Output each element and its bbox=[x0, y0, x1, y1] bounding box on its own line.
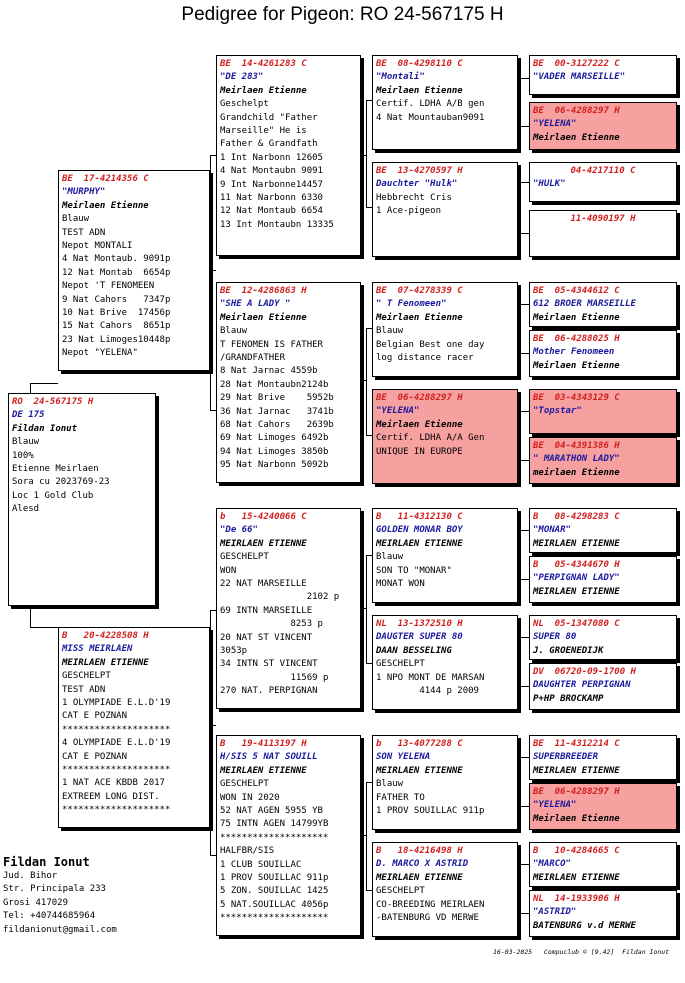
pedigree-detail: Nepot "YELENA" bbox=[62, 348, 138, 359]
connector-line bbox=[518, 460, 529, 461]
pedigree-card-sire-dam[interactable] bbox=[216, 282, 361, 483]
owner-phone: Tel: +40744685964 bbox=[3, 911, 96, 922]
ring-number: BE 06-4288025 H bbox=[533, 334, 620, 344]
pedigree-detail: GESCHELPT bbox=[376, 659, 425, 670]
breeder-name: Meirlaen Etienne bbox=[62, 200, 149, 211]
pedigree-detail: Blauw bbox=[62, 214, 90, 225]
pedigree-detail: 1 NPO MONT DE MARSAN bbox=[376, 672, 485, 683]
pigeon-name: " MARATHON LADY" bbox=[533, 454, 620, 465]
ring-number: BE 00-3127222 C bbox=[533, 59, 620, 69]
pedigree-detail: FATHER TO bbox=[376, 792, 425, 803]
pedigree-detail: 3053p bbox=[220, 646, 248, 657]
ring-number: BE 06-4288297 H bbox=[376, 393, 463, 403]
pigeon-name: "HULK" bbox=[533, 179, 566, 190]
pedigree-detail: GESCHELPT bbox=[220, 779, 269, 790]
ring-number: B 08-4298283 C bbox=[533, 512, 620, 522]
breeder-name: J. GROENEDIJK bbox=[533, 645, 604, 656]
pedigree-card-g8[interactable] bbox=[529, 437, 677, 484]
breeder-name: MEIRLAEN ETIENNE bbox=[376, 538, 463, 549]
connector-line bbox=[518, 530, 529, 531]
owner-line: Jud. Bihor bbox=[3, 871, 58, 881]
pedigree-detail: 69 INTN MARSEILLE bbox=[220, 605, 313, 616]
breeder-name: MEIRLAEN ETIENNE bbox=[376, 872, 463, 883]
connector-line bbox=[518, 686, 529, 687]
ring-number: BE 07-4278339 C bbox=[376, 286, 463, 296]
pedigree-card-sss[interactable] bbox=[372, 55, 518, 150]
pedigree-detail: 12 Nat Montab 6654p bbox=[62, 267, 171, 278]
pigeon-name: GOLDEN MONAR BOY bbox=[376, 525, 463, 536]
connector-line bbox=[518, 353, 529, 354]
owner-name: Fildan Ionut bbox=[3, 855, 90, 869]
breeder-name: MEIRLAEN ETIENNE bbox=[376, 765, 463, 776]
pedigree-detail: Certif. LDHA A/A Gen bbox=[376, 433, 485, 444]
ring-number: B 19-4113197 H bbox=[220, 739, 307, 749]
breeder-name: MEIRLAEN ETIENNE bbox=[62, 657, 149, 668]
pedigree-detail: 4 Nat Montaub. 9091p bbox=[62, 254, 171, 265]
connector-line bbox=[518, 806, 529, 807]
pedigree-card-dam-sire[interactable] bbox=[216, 508, 361, 709]
pigeon-name: MISS MEIRLAEN bbox=[62, 644, 133, 655]
pedigree-detail: 1 PROV SOUILLAC 911p bbox=[376, 806, 485, 817]
owner-email: fildanionut@gmail.com bbox=[3, 924, 117, 935]
pedigree-detail: Father & Grandfath bbox=[220, 139, 318, 150]
pedigree-card-g5[interactable] bbox=[529, 282, 677, 327]
pigeon-name: SUPER 80 bbox=[533, 632, 577, 643]
connector-line bbox=[518, 182, 529, 183]
pedigree-detail: 11569 p bbox=[220, 672, 329, 683]
pedigree-detail: Nepot 'T FENOMEEN bbox=[62, 281, 155, 292]
connector-line bbox=[30, 627, 58, 628]
pedigree-card-g9[interactable] bbox=[529, 508, 677, 553]
pedigree-card-g6[interactable] bbox=[529, 330, 677, 377]
pigeon-name: "ASTRID" bbox=[533, 907, 577, 918]
pedigree-detail: Sora cu 2023769-23 bbox=[12, 477, 110, 488]
breeder-name: Meirlaen Etienne bbox=[533, 132, 620, 143]
pedigree-detail: ******************** bbox=[220, 832, 329, 843]
connector-line bbox=[518, 579, 529, 580]
connector-line bbox=[518, 864, 529, 865]
pedigree-detail: CAT E POZNAN bbox=[62, 751, 128, 762]
pedigree-card-g11[interactable] bbox=[529, 615, 677, 660]
pigeon-name: "DE 283" bbox=[220, 72, 264, 83]
pedigree-detail: 4 Nat Montaubn 9091 bbox=[220, 166, 323, 177]
pedigree-detail: Alesd bbox=[12, 504, 40, 515]
breeder-name: Meirlaen Etienne bbox=[220, 312, 307, 323]
pedigree-detail: GESCHELPT bbox=[376, 886, 425, 897]
pedigree-detail: 29 Nat Brive 5952b bbox=[220, 393, 334, 404]
breeder-name: Meirlaen Etienne bbox=[533, 813, 620, 824]
pedigree-detail: Grandchild "Father bbox=[220, 112, 318, 123]
owner-line: Grosi 417029 bbox=[3, 897, 69, 908]
pedigree-card-g12[interactable] bbox=[529, 663, 677, 710]
breeder-name: Meirlaen Etienne bbox=[376, 419, 463, 430]
pedigree-detail: -BATENBURG VD MERWE bbox=[376, 913, 479, 924]
ring-number: BE 13-4270597 H bbox=[376, 166, 463, 176]
pedigree-card-sds[interactable] bbox=[372, 282, 518, 377]
pigeon-name: "MARCO" bbox=[533, 859, 571, 870]
pigeon-name: DAUGTER SUPER 80 bbox=[376, 632, 463, 643]
ring-number: NL 05-1347080 C bbox=[533, 619, 620, 629]
ring-number: BE 08-4298110 C bbox=[376, 59, 463, 69]
connector-line bbox=[366, 100, 367, 207]
breeder-name: P+HP BROCKAMP bbox=[533, 693, 604, 704]
ring-number: NL 14-1933906 H bbox=[533, 894, 620, 904]
pedigree-card-g13[interactable] bbox=[529, 735, 677, 780]
pedigree-detail: ******************** bbox=[62, 765, 171, 776]
pedigree-detail: 8 Nat Jarnac 4559b bbox=[220, 366, 318, 377]
pedigree-detail: 15 Nat Cahors 8651p bbox=[62, 321, 171, 332]
ring-number: BE 05-4344612 C bbox=[533, 286, 620, 296]
pigeon-name: DE 175 bbox=[12, 410, 45, 421]
ring-number: B 10-4284665 C bbox=[533, 846, 620, 856]
pedigree-card-dsd[interactable] bbox=[372, 615, 518, 710]
pigeon-name: "YELENA" bbox=[533, 800, 577, 811]
pedigree-card-g14[interactable] bbox=[529, 783, 677, 830]
ring-number: B 11-4312130 C bbox=[376, 512, 463, 522]
pigeon-name: Mother Fenomeen bbox=[533, 347, 615, 358]
connector-line bbox=[518, 126, 529, 127]
connector-line bbox=[518, 304, 529, 305]
pigeon-name: Dauchter "Hulk" bbox=[376, 179, 458, 190]
pedigree-detail: 4 OLYMPIADE E.L.D'19 bbox=[62, 738, 171, 749]
pedigree-detail: 5 NAT.SOUILLAC 4056p bbox=[220, 899, 329, 910]
ring-number: 11-4090197 H bbox=[570, 214, 636, 224]
breeder-name: DAAN BESSELING bbox=[376, 645, 452, 656]
pedigree-card-g4[interactable] bbox=[529, 210, 677, 257]
breeder-name: Meirlaen Etienne bbox=[220, 85, 307, 96]
connector-line bbox=[210, 155, 211, 410]
connector-line bbox=[518, 757, 529, 758]
pedigree-detail: EXTREEM LONG DIST. bbox=[62, 791, 160, 802]
breeder-name: Meirlaen Etienne bbox=[533, 312, 620, 323]
pigeon-name: "PERPIGNAN LADY" bbox=[533, 573, 620, 584]
ring-number: BE 11-4312214 C bbox=[533, 739, 620, 749]
pedigree-card-dam-dam[interactable] bbox=[216, 735, 361, 936]
pedigree-detail: 100% bbox=[12, 450, 34, 461]
ring-number: b 13-4077288 C bbox=[376, 739, 463, 749]
pedigree-detail: 36 Nat Jarnac 3741b bbox=[220, 406, 334, 417]
pedigree-detail: HALFBR/SIS bbox=[220, 846, 275, 857]
pedigree-detail: 4 Nat Mountauban9091 bbox=[376, 112, 485, 123]
ring-number: B 05-4344670 H bbox=[533, 560, 620, 570]
pedigree-detail: 52 NAT AGEN 5955 YB bbox=[220, 806, 323, 817]
pedigree-card-sdd[interactable] bbox=[372, 389, 518, 484]
pedigree-detail: 75 INTN AGEN 14799YB bbox=[220, 819, 329, 830]
pedigree-detail: Etienne Meirlaen bbox=[12, 464, 99, 475]
pedigree-detail: 23 Nat Limoges10448p bbox=[62, 334, 171, 345]
ring-number: B 20-4228508 H bbox=[62, 631, 149, 641]
pedigree-detail: 1 Int Narbonn 12605 bbox=[220, 152, 323, 163]
pedigree-detail: 20 NAT ST VINCENT bbox=[220, 632, 313, 643]
pigeon-name: "MONAR" bbox=[533, 525, 571, 536]
pedigree-detail: 69 Nat Limoges 6492b bbox=[220, 433, 329, 444]
pedigree-card-sire-sire[interactable] bbox=[216, 55, 361, 256]
page-title: Pedigree for Pigeon: RO 24-567175 H bbox=[181, 4, 504, 25]
pedigree-detail: Blauw bbox=[12, 437, 40, 448]
pigeon-name: " T Fenomeen" bbox=[376, 299, 447, 310]
pedigree-detail: 11 Nat Narbonn 6330 bbox=[220, 193, 323, 204]
pedigree-detail: GESCHELPT bbox=[220, 552, 269, 563]
pedigree-detail: 10 Nat Brive 17456p bbox=[62, 308, 171, 319]
connector-line bbox=[518, 637, 529, 638]
ring-number: BE 14-4261283 C bbox=[220, 59, 307, 69]
connector-line bbox=[366, 782, 367, 890]
pedigree-card-g3[interactable] bbox=[529, 162, 677, 202]
connector-line bbox=[366, 328, 367, 435]
pedigree-detail: WON bbox=[220, 565, 237, 576]
breeder-name: MEIRLAEN ETIENNE bbox=[533, 872, 620, 883]
breeder-name: MEIRLAEN ETIENNE bbox=[533, 538, 620, 549]
ring-number: BE 06-4288297 H bbox=[533, 787, 620, 797]
pigeon-name: SUPERBREEDER bbox=[533, 752, 599, 763]
breeder-name: MEIRLAEN ETIENNE bbox=[220, 765, 307, 776]
ring-number: BE 12-4286863 H bbox=[220, 286, 307, 296]
pedigree-detail: 8253 p bbox=[220, 619, 323, 630]
pedigree-detail: Hebbrecht Cris bbox=[376, 192, 452, 203]
pedigree-detail: 1 NAT ACE KBDB 2017 bbox=[62, 778, 165, 789]
pedigree-detail: Blauw bbox=[220, 326, 248, 337]
pedigree-detail: UNIQUE IN EUROPE bbox=[376, 446, 463, 457]
pigeon-name: "VADER MARSEILLE" bbox=[533, 72, 626, 83]
breeder-name: Fildan Ionut bbox=[12, 423, 78, 434]
pedigree-detail: 94 Nat Limoges 3850b bbox=[220, 446, 329, 457]
pedigree-detail: 34 INTN ST VINCENT bbox=[220, 659, 318, 670]
pedigree-detail: 9 Int Narbonne14457 bbox=[220, 179, 323, 190]
pedigree-detail: /GRANDFATHER bbox=[220, 353, 286, 364]
breeder-name: BATENBURG v.d MERWE bbox=[533, 920, 636, 931]
breeder-name: Meirlaen Etienne bbox=[376, 312, 463, 323]
pedigree-card-dam[interactable] bbox=[58, 627, 210, 828]
pigeon-name: "Topstar" bbox=[533, 406, 582, 417]
pigeon-name: "De 66" bbox=[220, 525, 258, 536]
pedigree-detail: MONAT WON bbox=[376, 579, 425, 590]
pedigree-detail: Geschelpt bbox=[220, 99, 269, 110]
connector-line bbox=[210, 610, 211, 855]
connector-line bbox=[30, 383, 58, 384]
pigeon-name: DAUGHTER PERPIGNAN bbox=[533, 680, 631, 691]
pedigree-card-ddd[interactable] bbox=[372, 842, 518, 937]
ring-number: b 15-4240066 C bbox=[220, 512, 307, 522]
pedigree-detail: 270 NAT. PERPIGNAN bbox=[220, 686, 318, 697]
owner-line: Str. Principala 233 bbox=[3, 884, 106, 895]
pedigree-detail: Loc 1 Gold Club bbox=[12, 490, 94, 501]
pedigree-detail: CO-BREEDING MEIRLAEN bbox=[376, 899, 485, 910]
breeder-name: MEIRLAEN ETIENNE bbox=[533, 765, 620, 776]
pigeon-name: D. MARCO X ASTRID bbox=[376, 859, 469, 870]
pedigree-detail: 1 CLUB SOUILLAC bbox=[220, 859, 302, 870]
ring-number: BE 06-4288297 H bbox=[533, 106, 620, 116]
pedigree-detail: TEST ADN bbox=[62, 684, 106, 695]
pigeon-name: "SHE A LADY " bbox=[220, 299, 291, 310]
breeder-name: Meirlaen Etienne bbox=[376, 85, 463, 96]
pedigree-detail: Blauw bbox=[376, 552, 404, 563]
pedigree-detail: Certif. LDHA A/B gen bbox=[376, 99, 485, 110]
pedigree-card-dss[interactable] bbox=[372, 508, 518, 603]
pedigree-detail: Nepot MONTALI bbox=[62, 241, 133, 252]
pedigree-detail: 13 Int Montaubn 13335 bbox=[220, 219, 334, 230]
pedigree-detail: 2102 p bbox=[220, 592, 340, 603]
pedigree-detail: ******************** bbox=[62, 805, 171, 816]
connector-line bbox=[366, 555, 367, 663]
pedigree-detail: 12 Nat Montaub 6654 bbox=[220, 206, 323, 217]
pedigree-card-sire[interactable] bbox=[58, 170, 210, 371]
pedigree-detail: 9 Nat Cahors 7347p bbox=[62, 294, 171, 305]
pedigree-detail: 95 Nat Narbonn 5092b bbox=[220, 460, 329, 471]
ring-number: DV 06720-09-1700 H bbox=[533, 667, 636, 677]
pedigree-detail: 5 ZON. SOUILLAC 1425 bbox=[220, 886, 329, 897]
pedigree-card-g2[interactable] bbox=[529, 102, 677, 150]
pedigree-detail: Marseille" He is bbox=[220, 126, 307, 137]
pedigree-detail: GESCHELPT bbox=[62, 671, 111, 682]
pedigree-card-g1[interactable] bbox=[529, 55, 677, 95]
pedigree-detail: SON TO "MONAR" bbox=[376, 565, 452, 576]
ring-number: BE 03-4343129 C bbox=[533, 393, 620, 403]
ring-number: RO 24-567175 H bbox=[12, 397, 94, 407]
ring-number: BE 04-4391386 H bbox=[533, 441, 620, 451]
owner-contact-block bbox=[3, 854, 117, 937]
pedigree-card-g7[interactable] bbox=[529, 389, 677, 434]
footer-credit: 16-03-2025 Compuclub © [9.42] Fildan Ionut bbox=[493, 948, 670, 956]
breeder-name: meirlaen Etienne bbox=[533, 467, 620, 478]
pedigree-detail: ******************** bbox=[62, 724, 171, 735]
pedigree-detail: 1 PROV SOUILLAC 911p bbox=[220, 873, 329, 884]
pedigree-detail: ******************** bbox=[220, 913, 329, 924]
pedigree-detail: Blauw bbox=[376, 779, 404, 790]
pedigree-card-g10[interactable] bbox=[529, 556, 677, 603]
pedigree-detail: log distance racer bbox=[376, 353, 474, 364]
pedigree-detail: Belgian Best one day bbox=[376, 339, 485, 350]
pigeon-name: 612 BROER MARSEILLE bbox=[533, 299, 636, 310]
pedigree-detail: 1 OLYMPIADE E.L.D'19 bbox=[62, 698, 171, 709]
connector-line bbox=[518, 78, 529, 79]
pedigree-card-subject[interactable] bbox=[8, 393, 156, 606]
pigeon-name: "Montali" bbox=[376, 72, 425, 83]
connector-line bbox=[518, 233, 529, 234]
pedigree-detail: 4144 p 2009 bbox=[376, 686, 479, 697]
connector-line bbox=[518, 913, 529, 914]
ring-number: B 18-4216498 H bbox=[376, 846, 463, 856]
pigeon-name: SON YELENA bbox=[376, 752, 431, 763]
breeder-name: MEIRLAEN ETIENNE bbox=[533, 586, 620, 597]
pedigree-detail: TEST ADN bbox=[62, 227, 106, 238]
ring-number: BE 17-4214356 C bbox=[62, 174, 149, 184]
breeder-name: MEIRLAEN ETIENNE bbox=[220, 538, 307, 549]
pedigree-detail: Blauw bbox=[376, 326, 404, 337]
breeder-name: Meirlaen Etienne bbox=[533, 360, 620, 371]
pedigree-detail: WON IN 2020 bbox=[220, 792, 280, 803]
pedigree-detail: 28 Nat Montaubn2124b bbox=[220, 379, 329, 390]
pedigree-card-dds[interactable] bbox=[372, 735, 518, 830]
pedigree-card-ssd[interactable] bbox=[372, 162, 518, 257]
ring-number: 04-4217110 C bbox=[570, 166, 636, 176]
pigeon-name: "YELENA" bbox=[376, 406, 420, 417]
connector-line bbox=[30, 606, 31, 628]
pedigree-detail: 22 NAT MARSEILLE bbox=[220, 579, 307, 590]
ring-number: NL 13-1372510 H bbox=[376, 619, 463, 629]
pedigree-detail: 68 Nat Cahors 2639b bbox=[220, 420, 334, 431]
connector-line bbox=[518, 411, 529, 412]
pigeon-name: "MURPHY" bbox=[62, 187, 106, 198]
pigeon-name: H/SIS 5 NAT SOUILL bbox=[220, 752, 318, 763]
pedigree-detail: T FENOMEN IS FATHER bbox=[220, 339, 323, 350]
pigeon-name: "YELENA" bbox=[533, 119, 577, 130]
pedigree-card-g16[interactable] bbox=[529, 890, 677, 937]
pedigree-detail: CAT E POZNAN bbox=[62, 711, 128, 722]
pedigree-detail: 1 Ace-pigeon bbox=[376, 206, 442, 217]
pedigree-card-g15[interactable] bbox=[529, 842, 677, 887]
